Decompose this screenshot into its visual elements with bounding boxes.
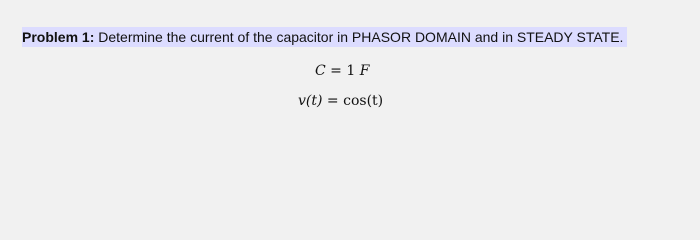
voltage-equals: =: [326, 93, 339, 109]
voltage-lhs: v(t): [298, 93, 323, 109]
problem-text: Determine the current of the capacitor in PHASOR DOMAIN and in STEADY STATE.: [98, 29, 624, 45]
capacitance-equals: =: [330, 63, 342, 79]
capacitance-symbol: C: [315, 63, 326, 79]
problem-label: Problem 1:: [22, 29, 95, 45]
voltage-equation: [298, 92, 383, 110]
capacitance-equation: [315, 62, 369, 80]
problem-statement: [22, 27, 627, 47]
voltage-rhs: cos(t): [343, 93, 384, 109]
capacitance-unit: F: [359, 63, 370, 79]
capacitance-value: 1: [346, 63, 356, 79]
